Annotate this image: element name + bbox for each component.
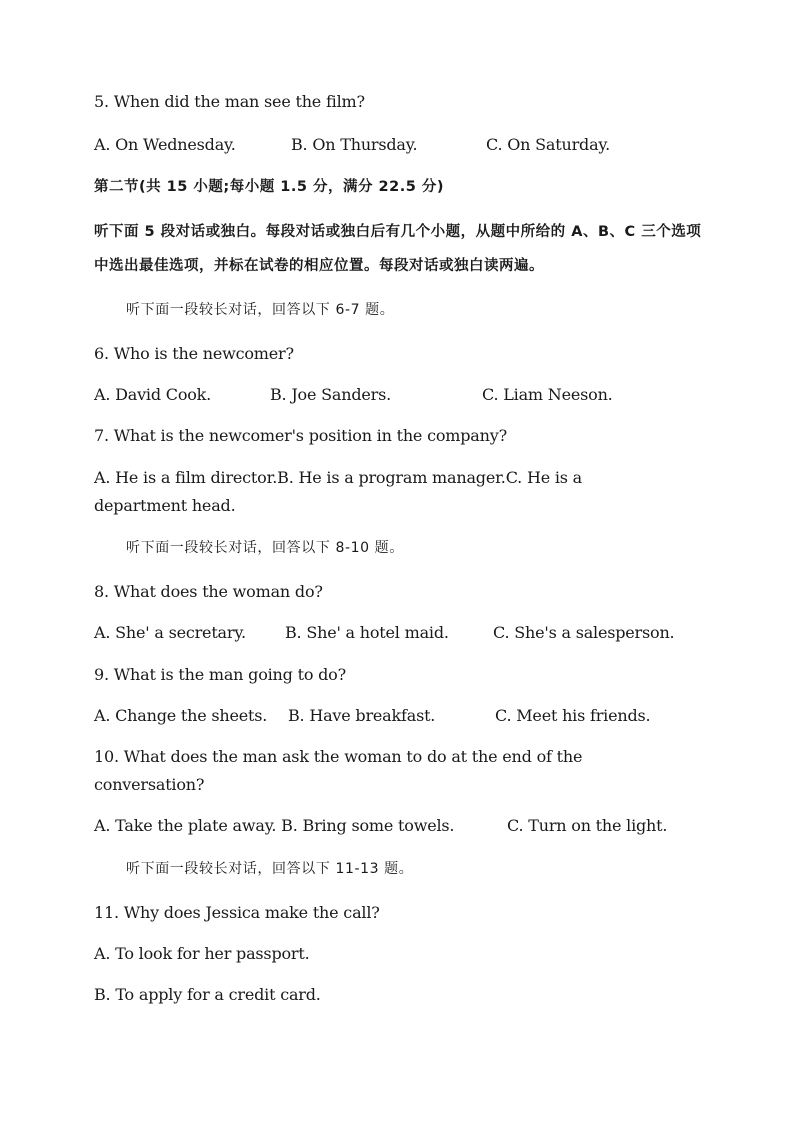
q5-option-b: B. On Thursday.: [291, 135, 418, 154]
section-2-heading: 第二节(共 15 小题;每小题 1.5 分，满分 22.5 分): [94, 179, 444, 195]
question-6: 6. Who is the newcomer?: [94, 344, 294, 363]
question-9: 9. What is the man going to do?: [94, 665, 346, 684]
q7-options: A. He is a film director.B. He is a program manager.C. He is a department head.: [94, 468, 582, 515]
question-10: 10. What does the man ask the woman to do at the end of the conversation?: [94, 747, 583, 794]
dialog-6-7-instruction: 听下面一段较长对话，回答以下 6-7 题。: [126, 302, 395, 318]
dialog-11-13-instruction: 听下面一段较长对话，回答以下 11-13 题。: [126, 861, 414, 877]
q9-option-c: C. Meet his friends.: [495, 706, 651, 725]
section-2-instructions: 听下面 5 段对话或独白。每段对话或独白后有几个小题，从题中所给的 A、B、C 三个选项中选出最佳选项，并标在试卷的相应位置。每段对话或独白读两遍。: [94, 224, 702, 274]
question-7: 7. What is the newcomer's position in the company?: [94, 426, 507, 445]
q10-option-c: C. Turn on the light.: [507, 816, 668, 835]
q9-option-a: A. Change the sheets.: [94, 706, 268, 725]
q11-option-a: A. To look for her passport.: [94, 944, 310, 963]
q6-option-c: C. Liam Neeson.: [482, 385, 613, 404]
q5-option-c: C. On Saturday.: [486, 135, 611, 154]
question-8: 8. What does the woman do?: [94, 582, 323, 601]
q6-option-a: A. David Cook.: [94, 385, 212, 404]
q8-option-b: B. She' a hotel maid.: [285, 623, 449, 642]
q5-option-a: A. On Wednesday.: [94, 135, 236, 154]
q8-option-c: C. She's a salesperson.: [493, 623, 675, 642]
q10-options-ab: A. Take the plate away. B. Bring some towels.: [94, 816, 455, 835]
question-5: 5. When did the man see the film?: [94, 92, 365, 111]
q9-option-b: B. Have breakfast.: [288, 706, 436, 725]
question-11: 11. Why does Jessica make the call?: [94, 903, 380, 922]
q8-option-a: A. She' a secretary.: [94, 623, 246, 642]
dialog-8-10-instruction: 听下面一段较长对话，回答以下 8-10 题。: [126, 540, 404, 556]
q11-option-b: B. To apply for a credit card.: [94, 985, 321, 1004]
q6-option-b: B. Joe Sanders.: [270, 385, 391, 404]
